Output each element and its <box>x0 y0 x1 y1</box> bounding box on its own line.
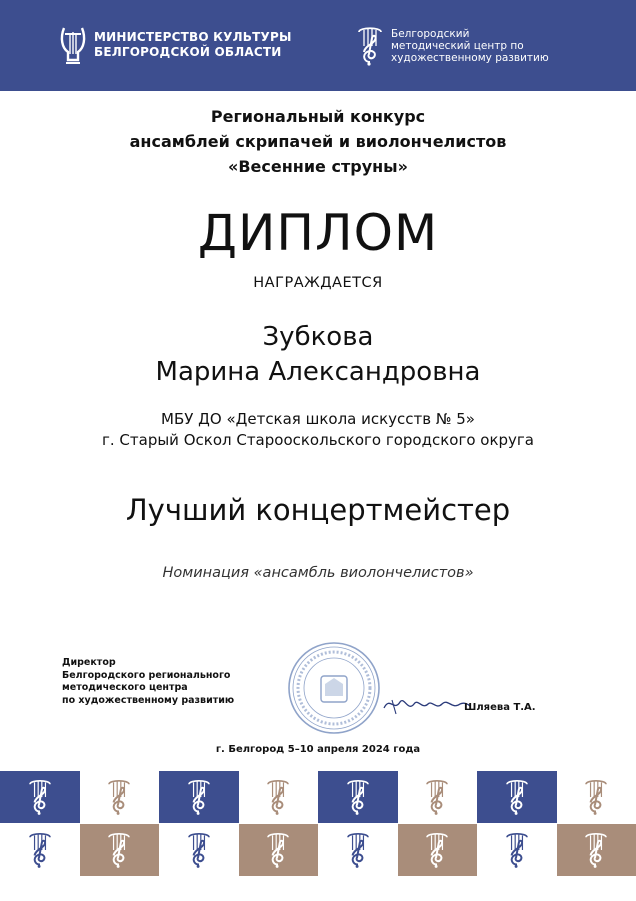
treble-clef-lyre-icon <box>502 830 532 870</box>
ministry-line-1: МИНИСТЕРСТВО КУЛЬТУРЫ <box>94 30 292 44</box>
organization-line-2: г. Старый Оскол Старооскольского городского округа <box>102 431 534 449</box>
tile-tan <box>80 824 160 876</box>
treble-clef-lyre-icon <box>343 777 373 817</box>
official-stamp <box>286 640 382 736</box>
treble-clef-lyre-icon <box>104 830 134 870</box>
recipient-name <box>0 320 636 390</box>
tile-white <box>0 824 80 876</box>
header-banner <box>0 0 636 91</box>
contest-line-2: ансамблей скрипачей и виолончелистов <box>129 132 507 151</box>
treble-clef-lyre-icon <box>355 24 385 68</box>
ministry-logo <box>58 24 292 66</box>
lyre-icon <box>58 24 88 66</box>
treble-clef-lyre-icon <box>581 777 611 817</box>
tile-white <box>398 771 478 823</box>
center-line-1: Белгородский <box>391 28 470 40</box>
tile-tan <box>398 824 478 876</box>
treble-clef-lyre-icon <box>502 777 532 817</box>
treble-clef-lyre-icon <box>422 830 452 870</box>
treble-clef-lyre-icon <box>263 777 293 817</box>
treble-clef-lyre-icon <box>263 830 293 870</box>
nomination: Номинация «ансамбль виолончелистов» <box>162 565 474 581</box>
contest-line-3: «Весенние струны» <box>228 157 408 176</box>
treble-clef-lyre-icon <box>184 830 214 870</box>
signature <box>382 690 472 720</box>
diploma-heading: ДИПЛОМ <box>197 204 439 262</box>
treble-clef-lyre-icon <box>343 830 373 870</box>
director-line-1: Директор <box>62 657 116 668</box>
signer-name: Шляева Т.А. <box>464 702 536 713</box>
award-title: Лучший концертмейстер <box>125 493 511 527</box>
tile-tan <box>557 824 636 876</box>
tile-white <box>80 771 160 823</box>
organization <box>0 409 636 451</box>
tile-navy <box>318 771 398 823</box>
treble-clef-lyre-icon <box>25 777 55 817</box>
tile-tan <box>239 824 319 876</box>
recipient-given-names: Марина Александровна <box>155 357 481 387</box>
treble-clef-lyre-icon <box>184 777 214 817</box>
center-logo <box>355 24 549 68</box>
tile-white <box>557 771 636 823</box>
tile-white <box>239 771 319 823</box>
contest-title <box>0 104 636 179</box>
tile-navy <box>477 771 557 823</box>
contest-line-1: Региональный конкурс <box>210 107 426 126</box>
center-line-3: художественному развитию <box>391 52 549 64</box>
organization-line-1: МБУ ДО «Детская школа искусств № 5» <box>161 410 475 428</box>
tile-white <box>477 824 557 876</box>
tile-navy <box>0 771 80 823</box>
director-line-2: Белгородского регионального <box>62 669 231 681</box>
director-line-4: по художественному развитию <box>62 694 235 706</box>
tile-white <box>318 824 398 876</box>
treble-clef-lyre-icon <box>581 830 611 870</box>
director-block <box>62 657 234 707</box>
tile-white <box>159 824 239 876</box>
decorative-tile-border <box>0 771 636 901</box>
treble-clef-lyre-icon <box>422 777 452 817</box>
center-line-2: методический центр по <box>391 40 524 52</box>
tile-navy <box>159 771 239 823</box>
place-date: г. Белгород 5–10 апреля 2024 года <box>215 744 421 755</box>
awarded-label: НАГРАЖДАЕТСЯ <box>253 275 383 291</box>
ministry-line-2: БЕЛГОРОДСКОЙ ОБЛАСТИ <box>94 45 282 59</box>
treble-clef-lyre-icon <box>104 777 134 817</box>
treble-clef-lyre-icon <box>25 830 55 870</box>
recipient-surname: Зубкова <box>262 322 374 352</box>
director-line-3: методического центра <box>62 682 188 693</box>
